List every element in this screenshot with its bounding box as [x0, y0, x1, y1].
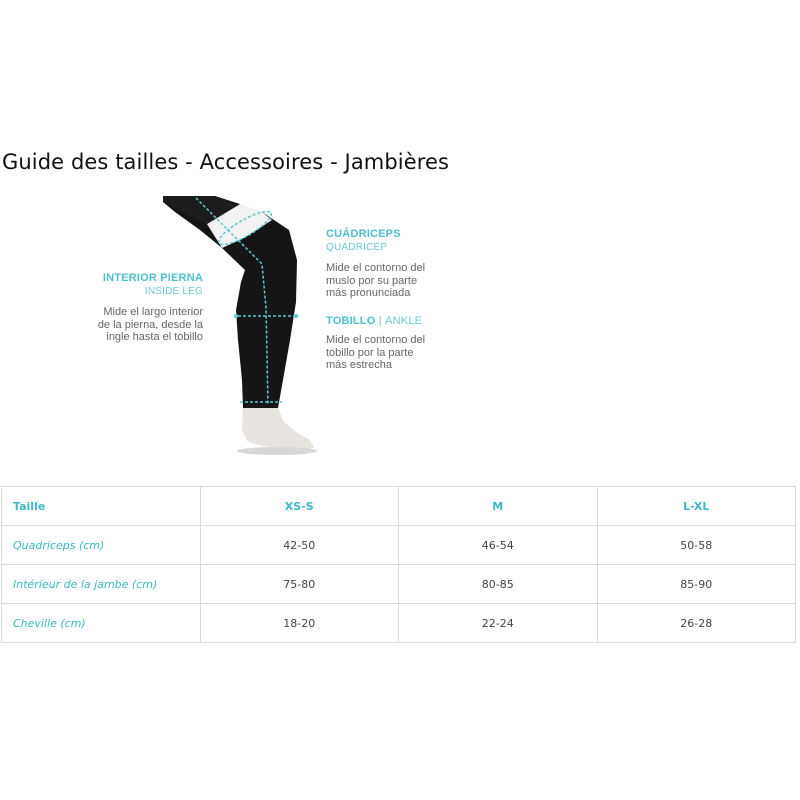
inside-leg-annotation: [96, 272, 203, 344]
ankle-description: [326, 334, 456, 372]
table-cell: 85-90: [597, 565, 796, 604]
measure-dot: [234, 314, 238, 318]
page-title: Guide des tailles - Accessoires - Jambières: [2, 150, 450, 174]
row-label: Cheville (cm): [2, 604, 201, 643]
table-row: [2, 565, 796, 604]
measure-dot: [294, 314, 298, 318]
ankle-subheading: ANKLE: [385, 315, 423, 327]
table-cell: 46-54: [399, 526, 598, 565]
quadricep-annotation: [326, 228, 456, 300]
table-cell: 18-20: [200, 604, 399, 643]
table-cell: 50-58: [597, 526, 796, 565]
size-guide-figure: [0, 190, 800, 465]
header-size-xs-s: XS-S: [200, 487, 399, 526]
desc-line: Mide el contorno del: [326, 334, 426, 346]
size-table: [1, 486, 796, 643]
desc-line: más pronunciada: [326, 287, 411, 299]
desc-line: ingle hasta el tobillo: [106, 331, 203, 343]
quadricep-description: [326, 262, 456, 300]
quadricep-subheading: QUADRICEP: [326, 242, 388, 253]
foot-shape: [242, 408, 314, 450]
table-row: [2, 526, 796, 565]
desc-line: muslo por su parte: [326, 274, 418, 287]
table-cell: 42-50: [200, 526, 399, 565]
inside-leg-subheading: INSIDE LEG: [144, 286, 203, 297]
table-cell: 75-80: [200, 565, 399, 604]
table-row: [2, 604, 796, 643]
ankle-annotation: [326, 315, 456, 372]
table-cell: 80-85: [399, 565, 598, 604]
quadricep-heading: CUÁDRICEPS: [326, 228, 401, 240]
desc-line: Mide el largo interior: [103, 306, 203, 318]
desc-line: de la pierna, desde la: [97, 318, 203, 331]
inside-leg-description: [96, 306, 203, 344]
table-cell: 22-24: [399, 604, 598, 643]
header-taille: Taille: [2, 487, 201, 526]
table-header-row: [2, 487, 796, 526]
row-label: Intérieur de la jambe (cm): [2, 565, 201, 604]
inside-leg-heading: INTERIOR PIERNA: [102, 272, 203, 284]
desc-line: Mide el contorno del: [326, 262, 426, 274]
row-label: Quadriceps (cm): [2, 526, 201, 565]
desc-line: más estrecha: [326, 359, 393, 371]
ankle-separator: |: [378, 315, 382, 327]
header-size-l-xl: L-XL: [597, 487, 796, 526]
ankle-heading: TOBILLO: [326, 315, 376, 327]
ankle-heading-row: [326, 315, 456, 328]
floor-shadow: [237, 447, 317, 455]
table-cell: 26-28: [597, 604, 796, 643]
desc-line: tobillo por la parte: [326, 346, 414, 359]
header-size-m: M: [399, 487, 598, 526]
